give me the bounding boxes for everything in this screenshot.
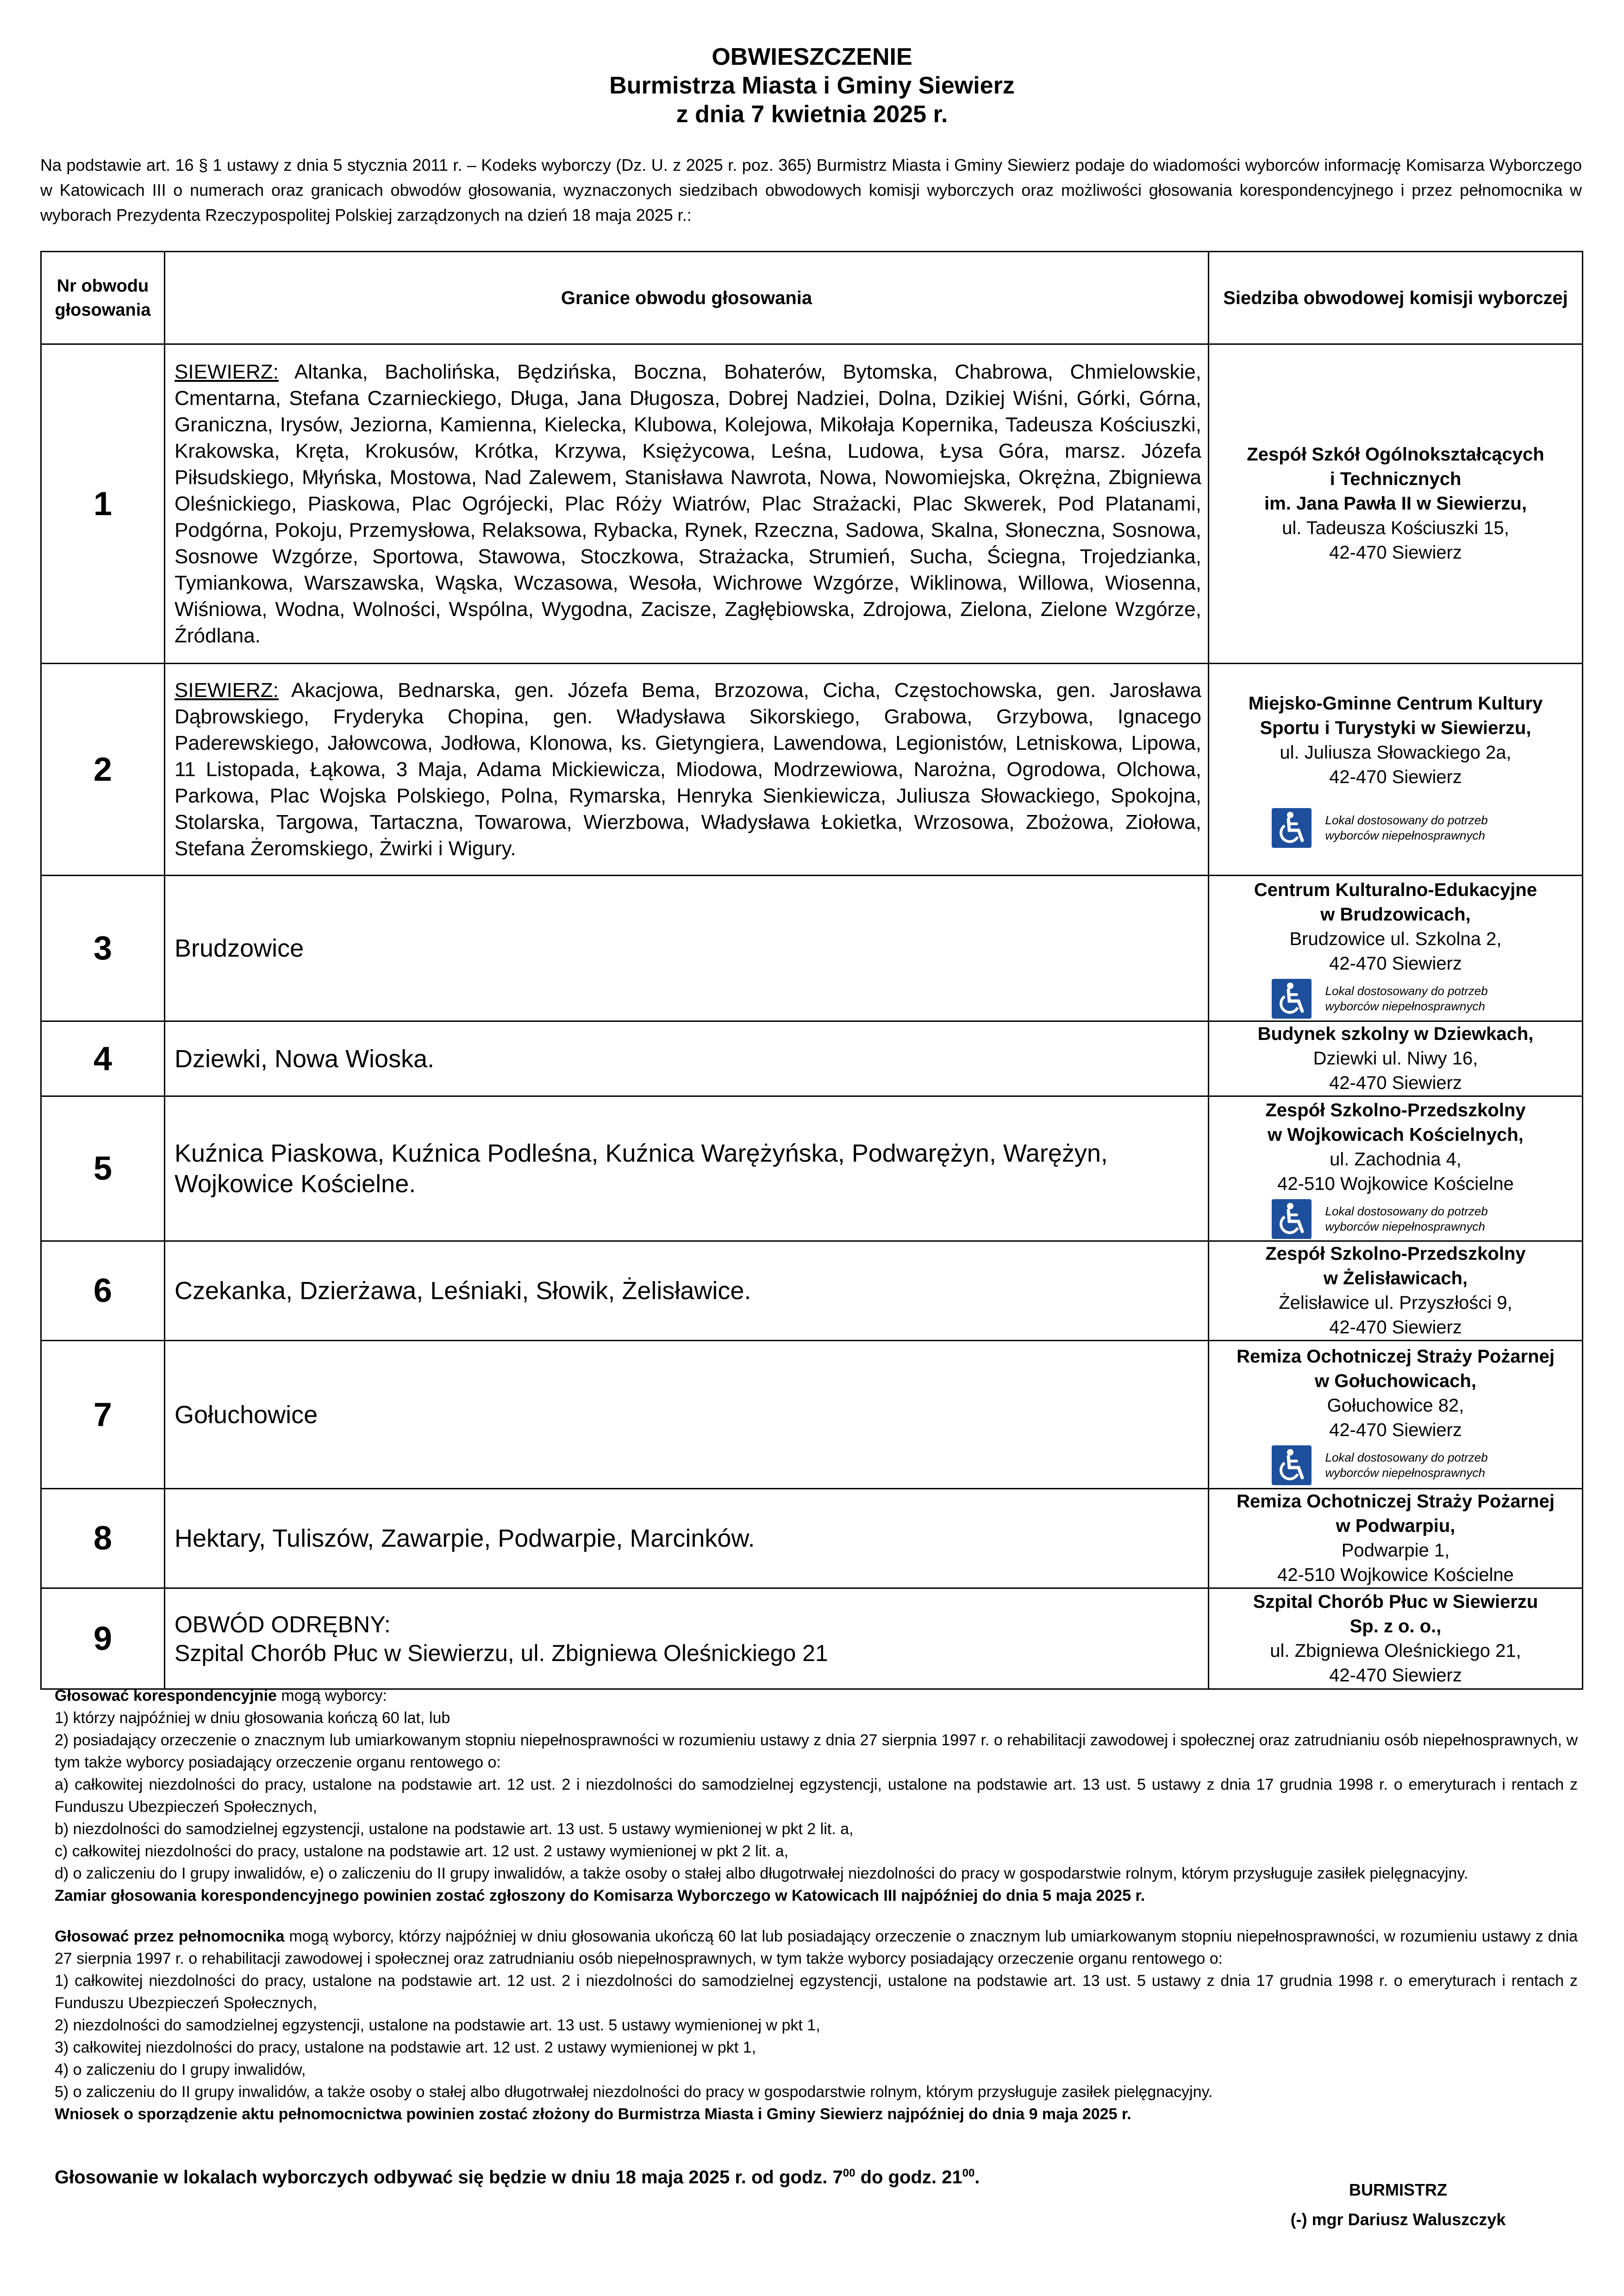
districts-table	[40, 251, 1583, 1690]
seat-postal: 42-510 Wojkowice Kościelne	[1277, 1565, 1514, 1585]
table-row	[41, 876, 1583, 1021]
note-item: 5) o zaliczeniu do II grupy inwalidów, a także osoby o stałej albo długotrwałej niezdolności do pracy w gospodarstwie rolnym, którym przysługuje zasiłek pielęgnacyjny.	[55, 2083, 1213, 2101]
seat-name: Zespół Szkolno-Przedszkolny	[1265, 1244, 1526, 1264]
table-row	[41, 1241, 1583, 1341]
district-boundaries: Czekanka, Dzierżawa, Leśniaki, Słowik, Żelisławice.	[165, 1241, 1209, 1341]
seat-postal: 42-470 Siewierz	[1329, 1419, 1462, 1440]
seat-address: ul. Juliusza Słowackiego 2a,	[1280, 742, 1512, 763]
postal-vote-deadline: Zamiar głosowania korespondencyjnego powinien zostać zgłoszony do Komisarza Wyborczego w Katowicach III najpóźniej do dnia 5 maja 2025 r.	[55, 1887, 1145, 1904]
accessibility-badge	[1212, 1199, 1579, 1239]
seat-name: Centrum Kulturalno-Edukacyjne	[1254, 880, 1537, 900]
seat-name: Remiza Ochotniczej Straży Pożarnej	[1237, 1491, 1555, 1512]
note-item: 1) całkowitej niezdolności do pracy, ustalone na podstawie art. 12 ust. 2 i niezdolności do samodzielnej egzystencji, ustalone na podstawie art. 13 ust. 5 ustawy z dnia 17 grudnia 1998 r. o emeryturach i rentach z Funduszu Ubezpieczeń Społecznych,	[55, 1972, 1578, 2012]
commission-seat	[1209, 1341, 1583, 1489]
proxy-vote-intro	[55, 1925, 1578, 1970]
seat-address: ul. Zachodnia 4,	[1330, 1149, 1462, 1170]
proxy-vote-text: mogą wyborcy, którzy najpóźniej w dniu głosowania ukończą 60 lat lub posiadający orzeczenie o znacznym lub umiarkowanym stopniu niepełnosprawności, w rozumieniu ustawy z dnia 27 sierpnia 1997 r. o rehabilitacji zawodowej i społecznej oraz zatrudnianiu osób niepełnosprawnych, w tym także wyborcy posiadający orzeczenie organu rentowego o:	[55, 1928, 1578, 1967]
town-prefix: SIEWIERZ:	[175, 679, 279, 702]
seat-name: Szpital Chorób Płuc w Siewierzu	[1253, 1591, 1538, 1612]
district-number: 2	[41, 664, 165, 876]
note-item: 1) którzy najpóźniej w dniu głosowania kończą 60 lat, lub	[55, 1709, 450, 1727]
seat-name: w Podwarpiu,	[1336, 1516, 1455, 1536]
accessibility-badge	[1212, 808, 1579, 848]
note-item: d) o zaliczeniu do I grupy inwalidów, e) o zaliczeniu do II grupy inwalidów, a także osoby o stałej albo długotrwałej niezdolności do pracy w gospodarstwie rolnym, którym przysługuje zasiłek pielęgnacyjny.	[55, 1865, 1468, 1882]
seat-postal: 42-470 Siewierz	[1329, 1073, 1462, 1093]
postal-vote-text: mogą wyborcy:	[276, 1687, 387, 1705]
voting-hours-text: .	[974, 2167, 980, 2188]
title-line-2: Burmistrza Miasta i Gminy Siewierz	[609, 72, 1015, 99]
district-number: 1	[41, 344, 165, 664]
commission-seat	[1209, 876, 1583, 1021]
seat-name: Zespół Szkolno-Przedszkolny	[1265, 1100, 1526, 1120]
accessibility-label: Lokal dostosowany do potrzeb wyborców niepełnosprawnych	[1325, 813, 1488, 842]
separate-district-location: Szpital Chorób Płuc w Siewierzu, ul. Zbigniewa Oleśnickiego 21	[175, 1640, 828, 1666]
note-item: 2) posiadający orzeczenie o znacznym lub umiarkowanym stopniu niepełnosprawności w rozumieniu ustawy z dnia 27 sierpnia 1997 r. o rehabilitacji zawodowej i społecznej oraz zatrudnianiu osób niepełnosprawnych, w tym także wyborcy posiadający orzeczenie organu rentowego o:	[55, 1731, 1578, 1771]
seat-address: Brudzowice ul. Szkolna 2,	[1289, 929, 1502, 949]
separate-district-label: OBWÓD ODRĘBNY:	[175, 1611, 391, 1637]
street-list: Akacjowa, Bednarska, gen. Józefa Bema, Brzozowa, Cicha, Częstochowska, gen. Jarosława Dąbrowskiego, Fryderyka Chopina, gen. Władysława Sikorskiego, Grabowa, Grzybowa, Ignacego Paderewskiego, Jałowcowa, Jodłowa, Klonowa, ks. Gietyngiera, Lawendowa, Legionistów, Letniskowa, Lipowa, 11 Listopada, Łąkowa, 3 Maja, Adama Mickiewicza, Miodowa, Modrzewiowa, Narożna, Ogrodowa, Olchowa, Parkowa, Plac Wojska Polskiego, Polna, Rymarska, Henryka Sienkiewicza, Juliusza Słowackiego, Spokojna, Stolarska, Targowa, Tartaczna, Towarowa, Wierzbowa, Władysława Łokietka, Wrzosowa, Zbożowa, Ziołowa, Stefana Żeromskiego, Żwirki i Wigury.	[175, 679, 1201, 860]
district-boundaries	[165, 664, 1209, 876]
seat-name: Sportu i Turystyki w Siewierzu,	[1260, 717, 1531, 738]
note-item: 4) o zaliczeniu do I grupy inwalidów,	[55, 2061, 306, 2078]
table-row	[41, 1021, 1583, 1096]
district-boundaries: Kuźnica Piaskowa, Kuźnica Podleśna, Kuźnica Warężyńska, Podwarężyn, Warężyn, Wojkowice Kościelne.	[165, 1096, 1209, 1241]
town-prefix: SIEWIERZ:	[175, 361, 279, 383]
seat-name: Budynek szkolny w Dziewkach,	[1257, 1024, 1534, 1044]
district-number: 4	[41, 1021, 165, 1096]
table-row	[41, 344, 1583, 664]
note-item: b) niezdolności do samodzielnej egzystencji, ustalone na podstawie art. 13 ust. 5 ustawy wymienionej w pkt 2 lit. a,	[55, 1820, 854, 1838]
accessibility-label: Lokal dostosowany do potrzeb wyborców niepełnosprawnych	[1325, 1450, 1488, 1480]
commission-seat	[1209, 344, 1583, 664]
voting-hours-sup: 00	[843, 2167, 856, 2179]
header-granice: Granice obwodu głosowania	[165, 252, 1209, 344]
voting-hours-sup: 00	[962, 2167, 975, 2179]
district-boundaries	[165, 344, 1209, 664]
header-siedziba: Siedziba obwodowej komisji wyborczej	[1209, 252, 1583, 344]
district-number: 3	[41, 876, 165, 1021]
note-item: 2) niezdolności do samodzielnej egzystencji, ustalone na podstawie art. 13 ust. 5 ustawy wymienionej w pkt 1,	[55, 2016, 820, 2034]
document-title	[0, 43, 1624, 129]
accessibility-badge	[1212, 979, 1579, 1019]
seat-name: w Wojkowicach Kościelnych,	[1268, 1125, 1524, 1145]
district-boundaries: Hektary, Tuliszów, Zawarpie, Podwarpie, Marcinków.	[165, 1489, 1209, 1588]
seat-postal: 42-510 Wojkowice Kościelne	[1277, 1174, 1514, 1194]
commission-seat	[1209, 1021, 1583, 1096]
intro-paragraph: Na podstawie art. 16 § 1 ustawy z dnia 5 stycznia 2011 r. – Kodeks wyborczy (Dz. U. z 2025 r. poz. 365) Burmistrz Miasta i Gminy Siewierz podaje do wiadomości wyborców informację Komisarza Wyborczego w Katowicach III o numerach oraz granicach obwodów głosowania, wyznaczonych siedzibach obwodowych komisji wyborczych oraz możliwości głosowania korespondencyjnego i przez pełnomocnika w wyborach Prezydenta Rzeczypospolitej Polskiej zarządzonych na dzień 18 maja 2025 r.:	[40, 156, 1582, 224]
table-header-row	[41, 252, 1583, 344]
district-number: 6	[41, 1241, 165, 1341]
note-item: c) całkowitej niezdolności do pracy, ustalone na podstawie art. 12 ust. 2 ustawy wymienionej w pkt 2 lit. a,	[55, 1842, 788, 1860]
seat-address: Podwarpie 1,	[1341, 1540, 1450, 1561]
commission-seat	[1209, 1096, 1583, 1241]
note-item: a) całkowitej niezdolności do pracy, ustalone na podstawie art. 12 ust. 2 i niezdolności do samodzielnej egzystencji, ustalone na podstawie art. 13 ust. 5 ustawy z dnia 17 grudnia 1998 r. o emeryturach i rentach z Funduszu Ubezpieczeń Społecznych,	[55, 1776, 1578, 1816]
proxy-vote-heading: Głosować przez pełnomocnika	[55, 1928, 285, 1945]
district-boundaries: Dziewki, Nowa Wioska.	[165, 1021, 1209, 1096]
voting-hours-text: do godz. 21	[855, 2167, 962, 2188]
seat-name: Zespół Szkół Ogólnokształcących	[1247, 444, 1544, 465]
signature-title: BURMISTRZ	[1349, 2180, 1447, 2199]
wheelchair-icon	[1272, 979, 1312, 1019]
street-list: Altanka, Bacholińska, Będzińska, Boczna, Bohaterów, Bytomska, Chabrowa, Chmielowskie, Cmentarna, Stefana Czarnieckiego, Długa, Jana Długosza, Dobrej Nadziei, Dolna, Dzikiej Wiśni, Górki, Górna, Graniczna, Irysów, Jeziorna, Kamienna, Kielecka, Klubowa, Kolejowa, Mikołaja Kopernika, Tadeusza Kościuszki, Krakowska, Kręta, Krokusów, Krótka, Krzywa, Księżycowa, Leśna, Ludowa, Łysa Góra, marsz. Józefa Piłsudskiego, Młyńska, Mostowa, Nad Zalewem, Stanisława Nawrota, Nowa, Nowomiejska, Okrężna, Zbigniewa Oleśnickiego, Piaskowa, Plac Ogrójecki, Plac Róży Wiatrów, Plac Strażacki, Plac Skwerek, Pod Platanami, Podgórna, Pokoju, Przemysłowa, Relaksowa, Rybacka, Rynek, Rzeczna, Sadowa, Skalna, Słoneczna, Sosnowa, Sosnowe Wzgórze, Sportowa, Stawowa, Stoczkowa, Strażacka, Strumień, Sucha, Ściegna, Trojedzianka, Tymiankowa, Warszawska, Wąska, Wczasowa, Wesoła, Wichrowe Wzgórze, Wiklinowa, Willowa, Wiosenna, Wiśniowa, Wodna, Wolności, Wspólna, Wygodna, Zacisze, Zagłębiowska, Zdrojowa, Zielona, Zielone Wzgórze, Źródlana.	[175, 361, 1201, 647]
table-row	[41, 1341, 1583, 1489]
postal-vote-heading: Głosować korespondencyjnie	[55, 1687, 277, 1705]
district-number: 8	[41, 1489, 165, 1588]
proxy-vote-deadline: Wniosek o sporządzenie aktu pełnomocnictwa powinien zostać złożony do Burmistrza Miasta i Gminy Siewierz najpóźniej do dnia 9 maja 2025 r.	[55, 2105, 1131, 2123]
seat-name: w Żelisławicach,	[1323, 1268, 1468, 1288]
table-row	[41, 1489, 1583, 1588]
commission-seat	[1209, 1241, 1583, 1341]
seat-name: im. Jana Pawła II w Siewierzu,	[1264, 493, 1527, 514]
postal-vote-intro	[55, 1685, 1578, 1707]
seat-postal: 42-470 Siewierz	[1329, 1317, 1462, 1338]
note-item: 3) całkowitej niezdolności do pracy, ustalone na podstawie art. 12 ust. 2 ustawy wymienionej w pkt 1,	[55, 2039, 756, 2056]
wheelchair-icon	[1272, 808, 1312, 848]
seat-postal: 42-470 Siewierz	[1329, 542, 1462, 563]
seat-address: Gołuchowice 82,	[1327, 1395, 1464, 1416]
table-row	[41, 664, 1583, 876]
header-nr: Nr obwodu głosowania	[41, 252, 165, 344]
signature-name: (-) mgr Dariusz Waluszczyk	[1290, 2210, 1506, 2229]
seat-name: Miejsko-Gminne Centrum Kultury	[1248, 693, 1543, 714]
commission-seat	[1209, 664, 1583, 876]
table-row	[41, 1588, 1583, 1689]
seat-name: w Brudzowicach,	[1320, 904, 1471, 925]
seat-address: ul. Tadeusza Kościuszki 15,	[1282, 518, 1509, 538]
seat-name: Sp. z o. o.,	[1349, 1616, 1442, 1636]
accessibility-label: Lokal dostosowany do potrzeb wyborców niepełnosprawnych	[1325, 984, 1488, 1013]
seat-name: i Technicznych	[1330, 469, 1462, 489]
voting-hours	[55, 2167, 980, 2188]
district-boundaries	[165, 1588, 1209, 1689]
district-number: 9	[41, 1588, 165, 1689]
seat-postal: 42-470 Siewierz	[1329, 766, 1462, 787]
district-number: 5	[41, 1096, 165, 1241]
district-boundaries: Brudzowice	[165, 876, 1209, 1021]
seat-name: Remiza Ochotniczej Straży Pożarnej	[1237, 1346, 1555, 1367]
seat-postal: 42-470 Siewierz	[1329, 953, 1462, 974]
title-line-1: OBWIESZCZENIE	[712, 44, 912, 70]
seat-postal: 42-470 Siewierz	[1329, 1665, 1462, 1686]
table-row	[41, 1096, 1583, 1241]
seat-address: Dziewki ul. Niwy 16,	[1313, 1048, 1478, 1069]
accessibility-badge	[1212, 1445, 1579, 1485]
signature-block	[1268, 2175, 1528, 2234]
seat-address: ul. Zbigniewa Oleśnickiego 21,	[1270, 1640, 1521, 1661]
district-boundaries: Gołuchowice	[165, 1341, 1209, 1489]
accessibility-label: Lokal dostosowany do potrzeb wyborców niepełnosprawnych	[1325, 1204, 1488, 1233]
wheelchair-icon	[1272, 1199, 1312, 1239]
voting-notes	[55, 1685, 1578, 2125]
wheelchair-icon	[1272, 1445, 1312, 1485]
district-number: 7	[41, 1341, 165, 1489]
seat-name: w Gołuchowicach,	[1315, 1370, 1476, 1391]
commission-seat	[1209, 1588, 1583, 1689]
voting-hours-text: Głosowanie w lokalach wyborczych odbywać się będzie w dniu 18 maja 2025 r. od godz. 7	[55, 2167, 843, 2188]
title-line-3: z dnia 7 kwietnia 2025 r.	[676, 101, 948, 128]
seat-address: Żelisławice ul. Przyszłości 9,	[1279, 1293, 1512, 1313]
commission-seat	[1209, 1489, 1583, 1588]
